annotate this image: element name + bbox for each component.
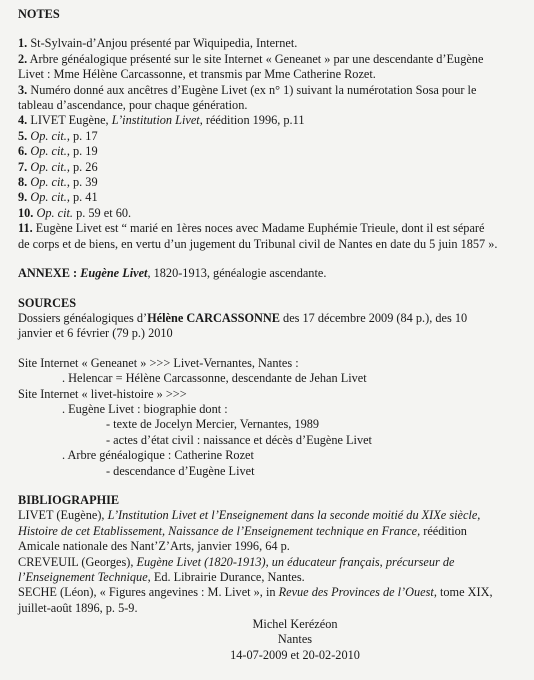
sources-line-2: janvier et 6 février (79 p.) 2010 bbox=[18, 326, 173, 341]
note-number: 9. bbox=[18, 190, 28, 205]
bibliography-text-post: réédition bbox=[420, 523, 467, 538]
bibliography-line bbox=[18, 555, 524, 570]
note-line bbox=[18, 98, 524, 113]
note-text: Numéro donné aux ancêtres d’Eugène Livet (ex n° 1) suivant la numérotation Sosa pour le bbox=[30, 82, 477, 97]
note-citation: L’institution Livet bbox=[111, 113, 200, 128]
bibliography-text: SECHE (Léon), « Figures angevines : M. Livet », in bbox=[18, 585, 279, 600]
sources-line-1 bbox=[18, 311, 524, 326]
sources-heading: SOURCES bbox=[18, 295, 77, 310]
note-text: St-Sylvain-d’Anjou présenté par Wiquipedia, Internet. bbox=[30, 36, 298, 51]
sources-line-1-pre: Dossiers généalogiques d’ bbox=[18, 310, 148, 325]
note-text-post: , p. 17 bbox=[66, 128, 98, 143]
source-arbre-descendance: - descendance d’Eugène Livet bbox=[106, 463, 255, 478]
bibliography-line bbox=[18, 524, 524, 539]
notes-heading: NOTES bbox=[18, 7, 60, 21]
note-line bbox=[18, 52, 524, 67]
bibliography-line bbox=[18, 570, 524, 585]
annexe-separator: : bbox=[69, 266, 81, 281]
note-line bbox=[18, 221, 524, 236]
source-site-livet-histoire: Site Internet « livet-histoire » >>> bbox=[18, 386, 187, 401]
note-line bbox=[18, 83, 524, 98]
notes-list bbox=[18, 36, 524, 252]
note-text-post: , p. 26 bbox=[66, 159, 98, 174]
sources-line-1-name: Hélène CARCASSONNE bbox=[147, 310, 280, 325]
note-line bbox=[18, 206, 524, 221]
note-citation: Op. cit. bbox=[30, 175, 67, 190]
note-number: 4. bbox=[18, 113, 28, 128]
signature-block bbox=[0, 617, 534, 663]
note-number: 10. bbox=[18, 205, 34, 220]
note-line bbox=[18, 237, 524, 252]
note-line bbox=[18, 190, 524, 205]
note-citation: Op. cit. bbox=[30, 128, 67, 143]
source-site-geneanet-detail: . Helencar = Hélène Carcassonne, descendante de Jehan Livet bbox=[62, 371, 367, 386]
source-biographie-actes: - actes d’état civil : naissance et décès d’Eugène Livet bbox=[106, 432, 372, 447]
bibliography-line bbox=[18, 585, 524, 600]
bibliographie-heading: BIBLIOGRAPHIE bbox=[18, 492, 120, 507]
bibliography-title: Revue des Provinces de l’Ouest bbox=[278, 585, 434, 600]
note-text: LIVET Eugène, bbox=[30, 113, 112, 128]
bibliography-title: Histoire de cet Etablissement, Naissance de l’Enseignement technique en France, bbox=[18, 523, 421, 538]
bibliography-text: CREVEUIL (Georges), bbox=[18, 554, 137, 569]
note-citation: Op. cit. bbox=[36, 205, 73, 220]
bibliography-line bbox=[18, 601, 524, 616]
note-number: 7. bbox=[18, 159, 28, 174]
note-line bbox=[18, 67, 524, 82]
note-text: Arbre généalogique présenté sur le site Internet « Geneanet » par une descendante d’Eugène bbox=[29, 51, 484, 66]
bibliography-title: Eugène Livet (1820-1913), un éducateur français, précurseur de bbox=[136, 554, 455, 569]
annexe-title: Eugène Livet bbox=[80, 266, 148, 281]
note-text: de corps et de biens, en vertu d’un jugement du Tribunal civil de Nantes en date du 5 juin 1857 ». bbox=[18, 236, 498, 251]
note-line bbox=[18, 36, 524, 51]
note-text: Livet : Mme Hélène Carcassonne, et transmis par Mme Catherine Rozet. bbox=[18, 67, 376, 82]
signature-city: Nantes bbox=[277, 632, 313, 647]
note-line bbox=[18, 113, 524, 128]
bibliography-text-post: , Ed. Librairie Durance, Nantes. bbox=[147, 570, 305, 584]
note-line bbox=[18, 144, 524, 159]
signature-dates: 14-07-2009 et 20-02-2010 bbox=[230, 647, 360, 662]
bibliography-text: Amicale nationale des Nant’Z’Arts, janvier 1996, 64 p. bbox=[18, 539, 290, 554]
note-number: 3. bbox=[18, 82, 28, 97]
signature-name: Michel Kerézéon bbox=[252, 617, 338, 631]
note-text: tableau d’ascendance, pour chaque génération. bbox=[18, 98, 248, 113]
source-biographie-texte: - texte de Jocelyn Mercier, Vernantes, 1989 bbox=[106, 417, 320, 432]
note-number: 1. bbox=[18, 36, 28, 51]
bibliography-text: LIVET (Eugène), bbox=[18, 508, 108, 523]
note-number: 8. bbox=[18, 175, 28, 190]
note-text: Eugène Livet est “ marié en 1ères noces avec Madame Euphémie Trieule, dont il est séparé bbox=[35, 221, 485, 236]
note-line bbox=[18, 160, 524, 175]
note-number: 11. bbox=[18, 221, 33, 236]
source-site-geneanet: Site Internet « Geneanet » >>> Livet-Vernantes, Nantes : bbox=[18, 355, 299, 370]
annexe-line bbox=[18, 266, 524, 281]
note-citation: Op. cit. bbox=[30, 159, 67, 174]
bibliography-line bbox=[18, 508, 524, 523]
note-text-post: , p. 41 bbox=[66, 190, 98, 205]
annexe-rest: , 1820-1913, généalogie ascendante. bbox=[147, 266, 327, 281]
bibliography-text: juillet-août 1896, p. 5-9. bbox=[18, 600, 138, 615]
note-line bbox=[18, 175, 524, 190]
bibliography-text-post: , tome XIX, bbox=[433, 585, 493, 600]
annexe-label: ANNEXE bbox=[18, 266, 70, 281]
note-text-post: p. 59 et 60. bbox=[73, 205, 132, 220]
bibliography-title: l’Enseignement Technique bbox=[18, 570, 148, 584]
note-text-post: , réédition 1996, p.11 bbox=[199, 113, 305, 128]
source-arbre: . Arbre généalogique : Catherine Rozet bbox=[62, 448, 254, 463]
note-number: 2. bbox=[18, 51, 28, 66]
note-number: 6. bbox=[18, 144, 28, 159]
source-biographie: . Eugène Livet : biographie dont : bbox=[62, 401, 228, 416]
note-number: 5. bbox=[18, 128, 28, 143]
note-citation: Op. cit. bbox=[30, 144, 67, 159]
note-text-post: , p. 39 bbox=[66, 175, 98, 190]
bibliography-title: L’Institution Livet et l’Enseignement dans la seconde moitié du XIXe siècle, bbox=[107, 508, 481, 523]
bibliography-line bbox=[18, 539, 524, 554]
note-line bbox=[18, 129, 524, 144]
bibliographie-list bbox=[18, 508, 524, 616]
sources-line-1-post: des 17 décembre 2009 (84 p.), des 10 bbox=[279, 310, 468, 325]
note-text-post: , p. 19 bbox=[66, 144, 98, 159]
note-citation: Op. cit. bbox=[30, 190, 67, 205]
